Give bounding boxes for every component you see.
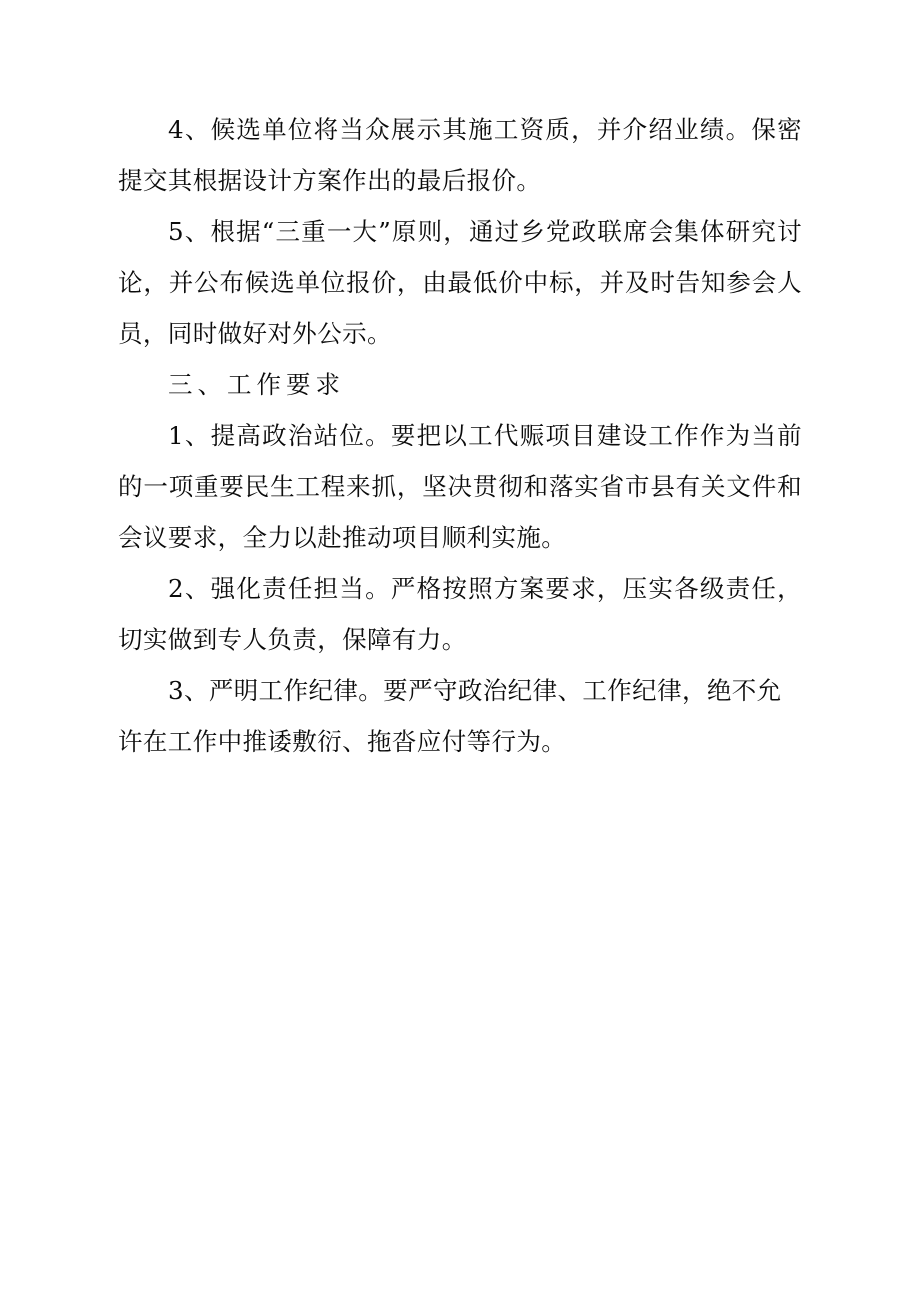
paragraph-item-5: 5、根据“三重一大”原则，通过乡党政联席会集体研究讨论，并公布候选单位报价，由最低价中标，并及时告知参会人员，同时做好对外公示。 — [118, 217, 802, 348]
paragraph-requirement-1: 1、提高政治站位。要把以工代赈项目建设工作作为当前的一项重要民生工程来抓，坚决贯彻和落实省市县有关文件和会议要求，全力以赴推动项目顺利实施。 — [118, 421, 802, 552]
paragraph-requirement-3: 3、严明工作纪律。要严守政治纪律、工作纪律，绝不允许在工作中推诿敷衍、拖沓应付等行为。 — [118, 676, 782, 756]
document-body — [118, 104, 802, 767]
section-heading-work-requirements: 三、工作要求 — [168, 370, 345, 399]
paragraph-item-4: 4、候选单位将当众展示其施工资质，并介绍业绩。保密提交其根据设计方案作出的最后报价。 — [118, 115, 802, 195]
paragraph-requirement-2: 2、强化责任担当。严格按照方案要求，压实各级责任，切实做到专人负责，保障有力。 — [118, 574, 802, 654]
